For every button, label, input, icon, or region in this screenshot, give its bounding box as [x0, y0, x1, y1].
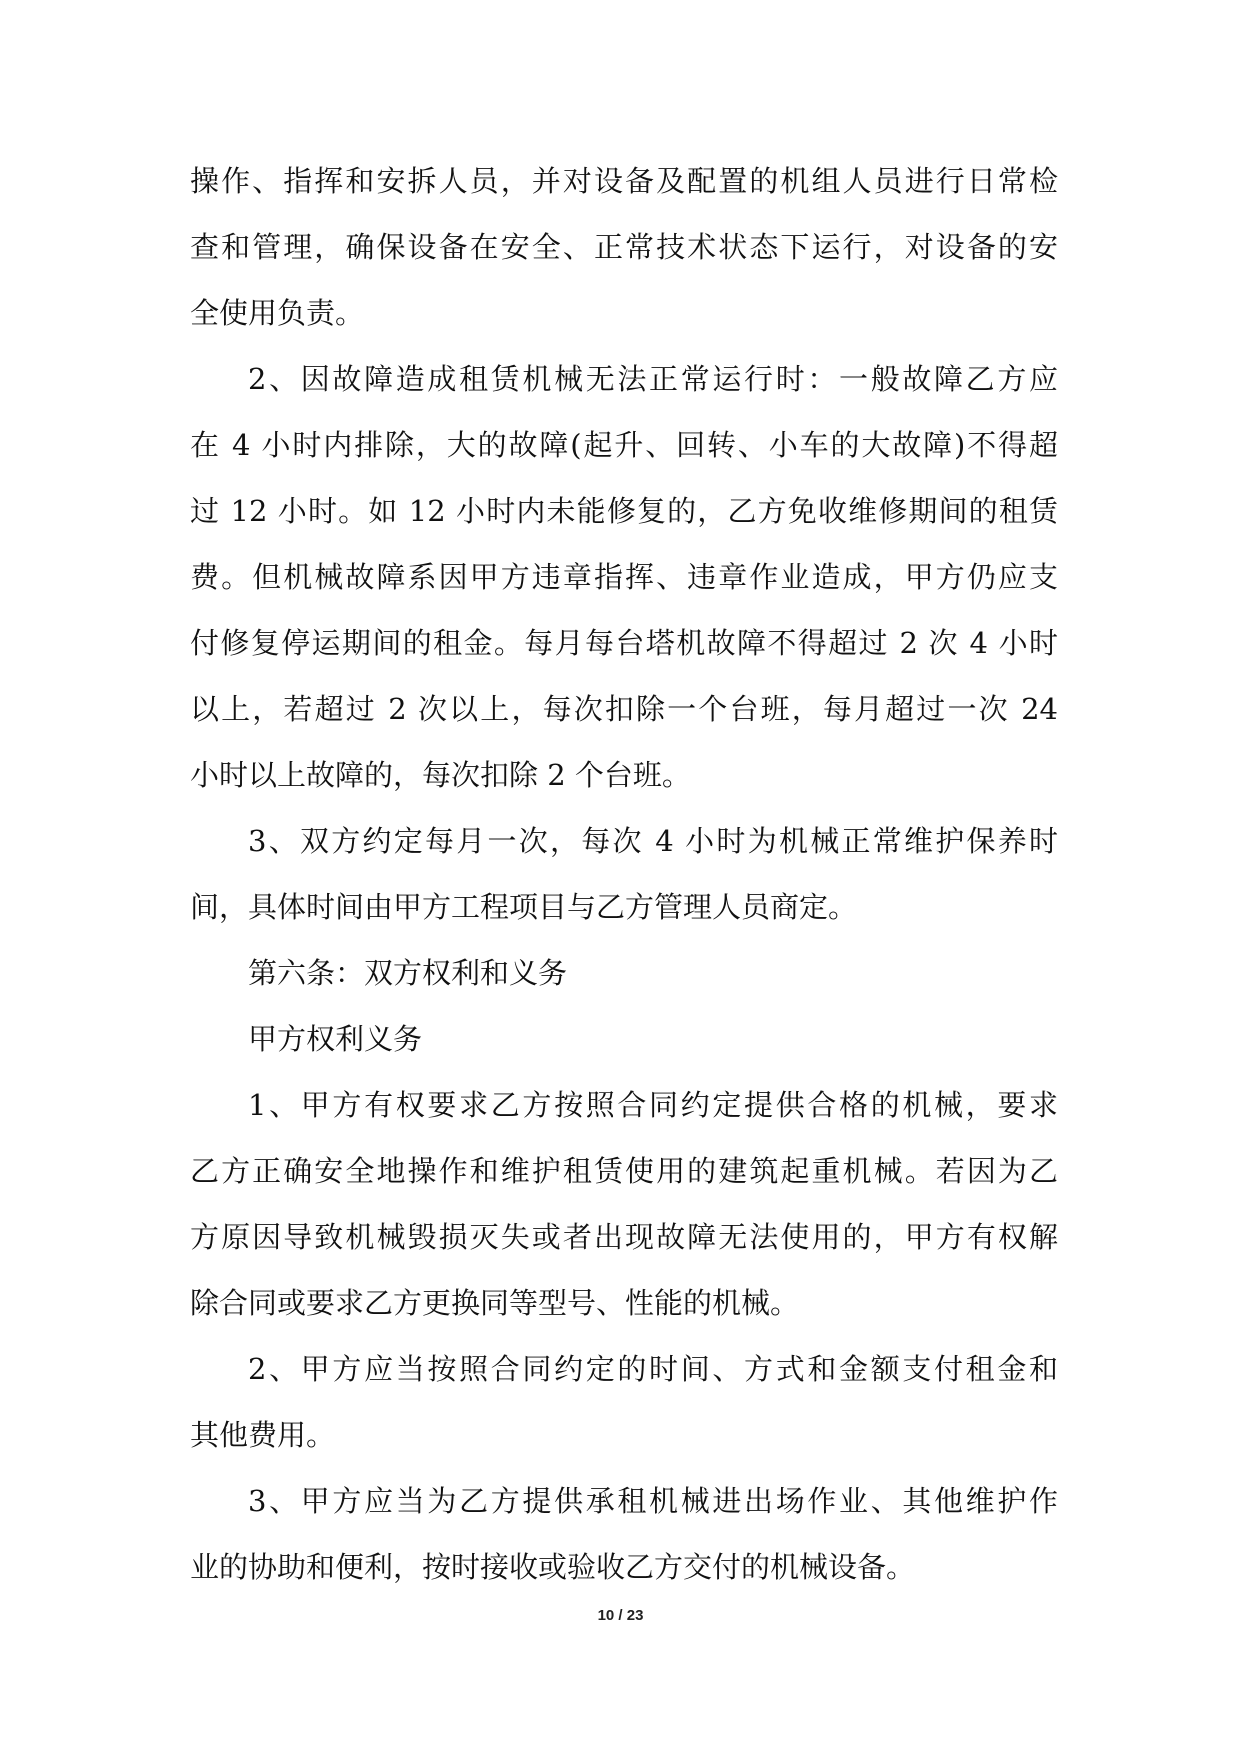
text-line: 小时以上故障的，每次扣除 2 个台班。 — [190, 758, 691, 792]
text-line: 全使用负责。 — [190, 296, 365, 330]
subsection-heading: 甲方权利义务 — [248, 1022, 423, 1056]
text-line: 费。但机械故障系因甲方违章指挥、违章作业造成，甲方仍应支 — [190, 560, 1058, 594]
paragraph-2-start: 2、因故障造成租赁机械无法正常运行时：一般故障乙方应 — [248, 362, 1058, 396]
text-line: 业的协助和便利，按时接收或验收乙方交付的机械设备。 — [190, 1550, 916, 1584]
paragraph-item-3-start: 3、甲方应当为乙方提供承租机械进出场作业、其他维护作 — [248, 1484, 1058, 1518]
section-heading: 第六条：双方权利和义务 — [248, 956, 568, 990]
text-line: 除合同或要求乙方更换同等型号、性能的机械。 — [190, 1286, 800, 1320]
text-line: 方原因导致机械毁损灭失或者出现故障无法使用的，甲方有权解 — [190, 1220, 1058, 1254]
text-line: 过 12 小时。如 12 小时内未能修复的，乙方免收维修期间的租赁 — [190, 494, 1058, 528]
text-line: 其他费用。 — [190, 1418, 336, 1452]
text-line: 间，具体时间由甲方工程项目与乙方管理人员商定。 — [190, 890, 858, 924]
paragraph-item-1-start: 1、甲方有权要求乙方按照合同约定提供合格的机械，要求 — [248, 1088, 1058, 1122]
text-line: 付修复停运期间的租金。每月每台塔机故障不得超过 2 次 4 小时 — [190, 626, 1058, 660]
text-line: 乙方正确安全地操作和维护租赁使用的建筑起重机械。若因为乙 — [190, 1154, 1058, 1188]
text-line: 查和管理，确保设备在安全、正常技术状态下运行，对设备的安 — [190, 230, 1058, 264]
paragraph-item-2-start: 2、甲方应当按照合同约定的时间、方式和金额支付租金和 — [248, 1352, 1058, 1386]
text-line: 以上，若超过 2 次以上，每次扣除一个台班，每月超过一次 24 — [190, 692, 1058, 726]
paragraph-3-start: 3、双方约定每月一次，每次 4 小时为机械正常维护保养时 — [248, 824, 1058, 858]
text-line: 操作、指挥和安拆人员，并对设备及配置的机组人员进行日常检 — [190, 164, 1058, 198]
page-number: 10 / 23 — [597, 1607, 644, 1624]
document-body — [190, 148, 1058, 1600]
text-line: 在 4 小时内排除，大的故障(起升、回转、小车的大故障)不得超 — [190, 428, 1058, 462]
